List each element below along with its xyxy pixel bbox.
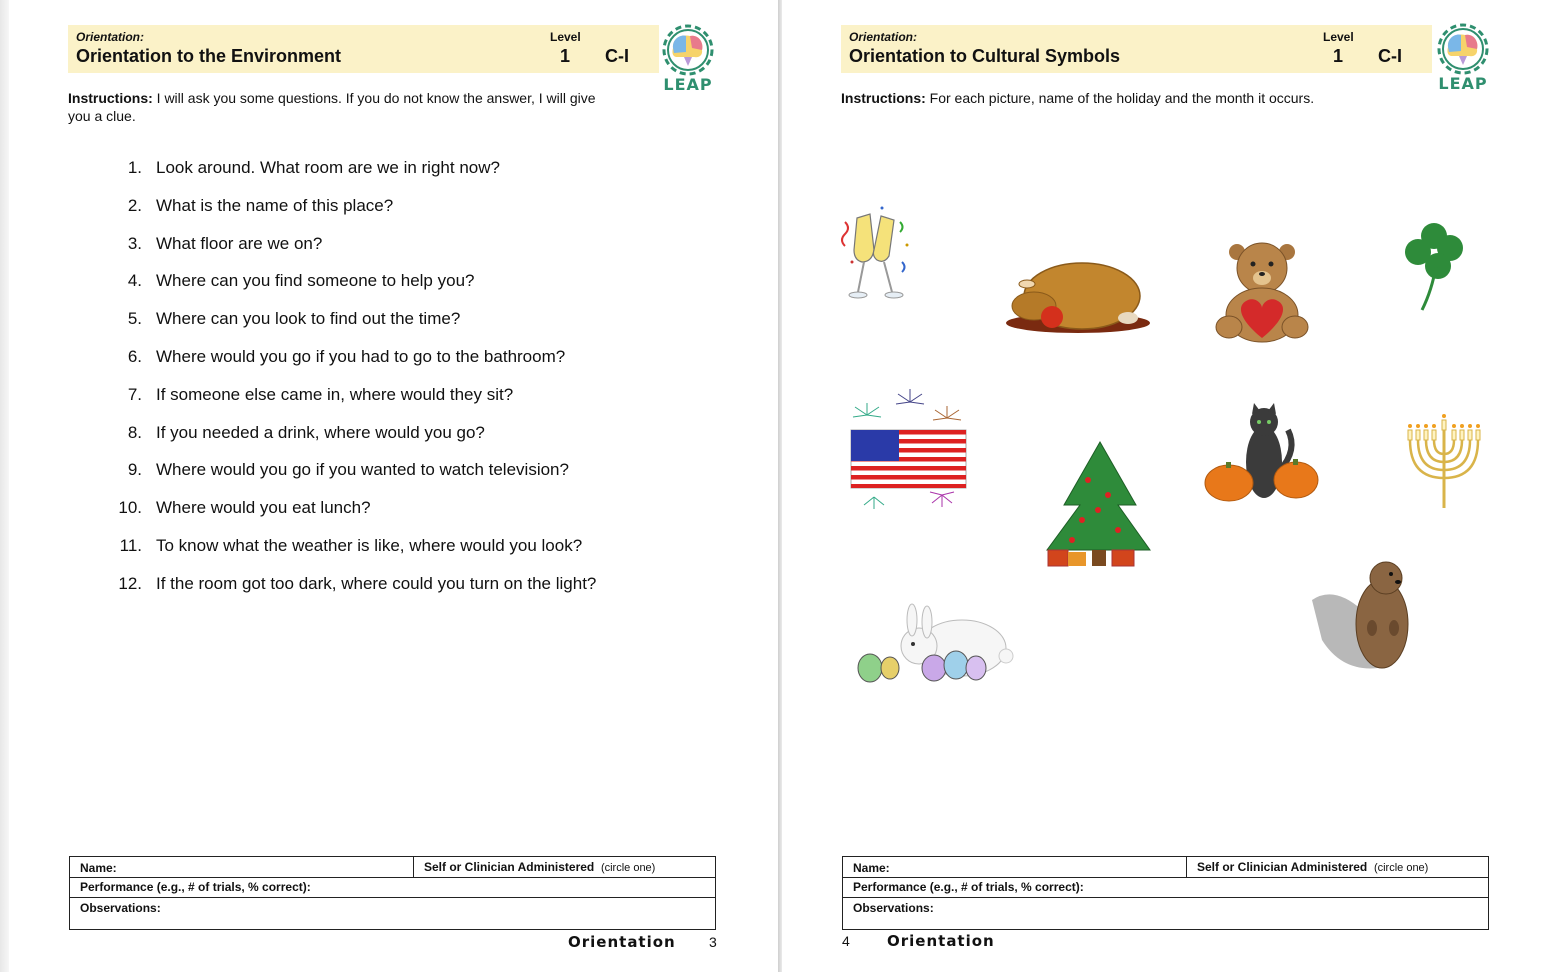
- form-row-performance: [843, 877, 1488, 898]
- form-row-name: [70, 857, 715, 878]
- question-item: [105, 460, 725, 498]
- viewer-gutter: [0, 0, 9, 972]
- question-text: If you needed a drink, where would you go?: [156, 422, 485, 442]
- response-form: [842, 856, 1489, 930]
- performance-field-label: Performance (e.g., # of trials, % correct):: [853, 880, 1084, 894]
- question-text: If someone else came in, where would they sit?: [156, 384, 514, 404]
- administered-field: [413, 857, 655, 877]
- level-code: C-I: [1378, 46, 1402, 66]
- black-cat-pumpkins-icon: [1205, 403, 1318, 501]
- leap-logo: [657, 22, 719, 94]
- question-text: If the room got too dark, where could you turn on the light?: [156, 573, 597, 593]
- groundhog-icon: [1312, 562, 1408, 668]
- question-text: Look around. What room are we in right now?: [156, 158, 500, 177]
- bunny-easter-eggs-icon: [858, 604, 1013, 682]
- question-number: 12.: [118, 573, 142, 593]
- holiday-symbols: [782, 0, 1553, 972]
- instructions-text: For each picture, name of the holiday and the month it occurs.: [925, 90, 1315, 106]
- american-flag-fireworks-icon: [851, 389, 966, 509]
- page-number: 4: [842, 933, 850, 949]
- question-number: 11.: [119, 535, 142, 555]
- response-form: [69, 856, 716, 930]
- logo-text: LEAP: [663, 75, 713, 94]
- page-right: [782, 0, 1553, 972]
- form-row-performance: [70, 877, 715, 898]
- header-band: [68, 25, 659, 73]
- logo-text: LEAP: [1438, 74, 1488, 93]
- instructions: [68, 89, 613, 125]
- administered-label: Self or Clinician Administered: [424, 860, 595, 874]
- level-number: 1: [1333, 46, 1344, 66]
- question-item: [105, 498, 725, 536]
- page-left: [9, 0, 778, 972]
- question-item: [105, 385, 725, 423]
- question-text: Where would you go if you had to go to the bathroom?: [156, 346, 566, 366]
- champagne-glasses-icon: [842, 207, 909, 299]
- menorah-icon: [1408, 414, 1480, 508]
- christmas-tree-icon: [1047, 442, 1150, 566]
- question-number: 3.: [127, 233, 142, 253]
- question-text: Where can you find someone to help you?: [156, 271, 475, 291]
- question-number: 4.: [127, 271, 142, 291]
- question-number: 7.: [127, 384, 142, 404]
- question-number: 6.: [127, 346, 142, 366]
- page-title: Orientation to the Environment: [76, 46, 342, 66]
- question-item: [105, 536, 725, 574]
- section-label: Orientation:: [849, 30, 917, 44]
- question-item: [105, 234, 725, 272]
- administered-label: Self or Clinician Administered: [1197, 860, 1368, 874]
- observations-field-label: Observations:: [853, 901, 934, 915]
- footer-section: Orientation: [568, 933, 676, 951]
- performance-field-label: Performance (e.g., # of trials, % correct):: [80, 880, 311, 894]
- observations-field-label: Observations:: [80, 901, 161, 915]
- instructions-label: Instructions:: [841, 90, 926, 106]
- circle-one-note: (circle one): [1373, 862, 1429, 874]
- instructions-text: I will ask you some questions. If you do not know the answer, I will give you a clue.: [68, 90, 596, 124]
- question-item: [105, 309, 725, 347]
- question-text: What floor are we on?: [156, 233, 323, 253]
- roast-turkey-icon: [1006, 263, 1150, 333]
- level-number: 1: [560, 46, 571, 66]
- page-title: Orientation to Cultural Symbols: [849, 46, 1121, 66]
- level-label: Level: [1323, 30, 1354, 44]
- brain-gear-icon: [657, 22, 719, 78]
- question-number: 9.: [127, 460, 142, 480]
- form-row-name: [843, 857, 1488, 878]
- question-number: 10.: [118, 498, 142, 518]
- question-item: [105, 271, 725, 309]
- question-item: [105, 423, 725, 461]
- administered-field: [1186, 857, 1428, 877]
- question-text: Where would you eat lunch?: [156, 498, 371, 518]
- page-number: 3: [709, 934, 717, 950]
- four-leaf-clover-icon: [1405, 223, 1463, 310]
- teddy-bear-heart-icon: [1216, 243, 1308, 342]
- question-text: What is the name of this place?: [156, 195, 394, 215]
- section-label: Orientation:: [76, 30, 144, 44]
- question-number: 5.: [127, 309, 142, 329]
- question-number: 8.: [127, 422, 142, 442]
- question-number: 2.: [127, 195, 142, 215]
- level-code: C-I: [605, 46, 629, 66]
- question-item: [105, 158, 725, 196]
- question-item: [105, 574, 725, 612]
- circle-one-note: (circle one): [600, 862, 656, 874]
- name-field-label: Name:: [853, 861, 890, 875]
- question-text: Where would you go if you wanted to watch television?: [156, 460, 569, 480]
- instructions-label: Instructions:: [68, 90, 153, 106]
- question-text: To know what the weather is like, where would you look?: [156, 535, 583, 555]
- question-list: [105, 158, 725, 612]
- question-text: Where can you look to find out the time?: [156, 309, 461, 329]
- level-label: Level: [550, 30, 581, 44]
- question-number: 1.: [127, 158, 142, 177]
- question-item: [105, 196, 725, 234]
- footer-section: Orientation: [887, 932, 995, 950]
- name-field-label: Name:: [80, 861, 117, 875]
- question-item: [105, 347, 725, 385]
